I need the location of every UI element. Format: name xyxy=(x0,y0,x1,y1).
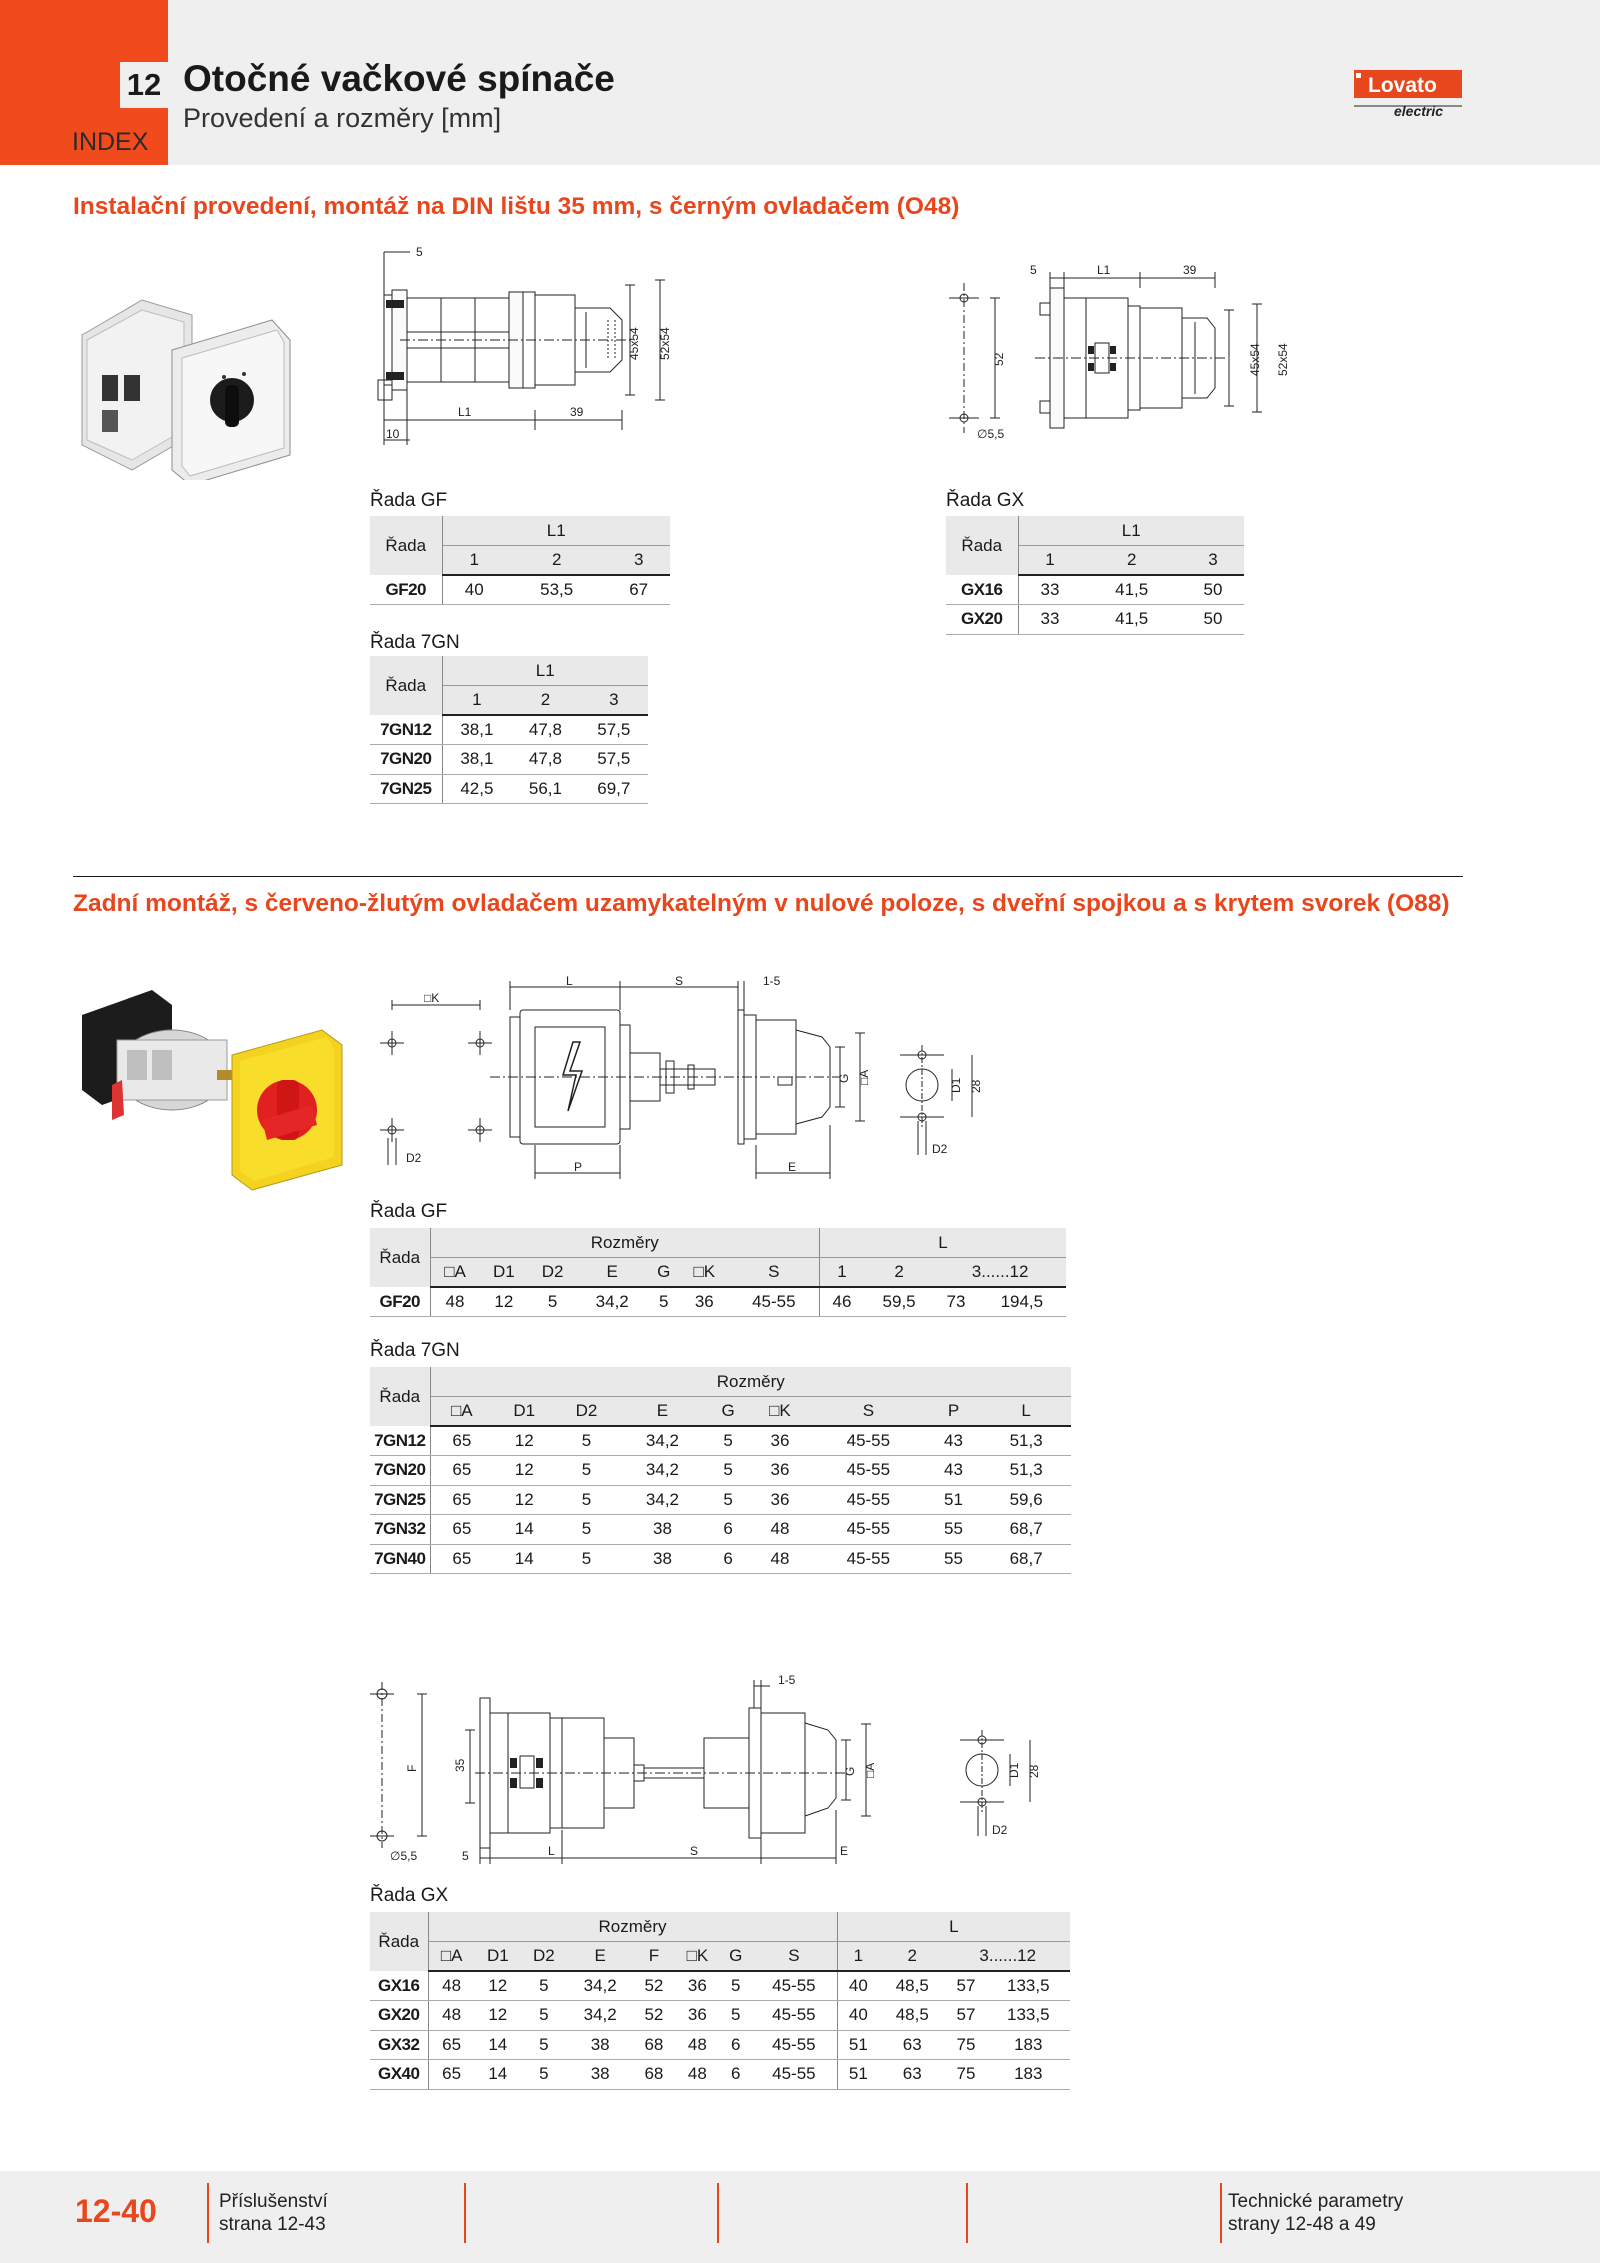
col-l: L xyxy=(981,1397,1071,1427)
cell: 33 xyxy=(1018,605,1081,635)
caption-gx-din: Řada GX xyxy=(946,490,1025,511)
cell: 45-55 xyxy=(811,1456,926,1486)
footer-separator xyxy=(207,2183,209,2243)
dim-g: G xyxy=(837,1073,851,1083)
cell: 42,5 xyxy=(442,774,511,804)
cell: 33 xyxy=(1018,575,1081,605)
table-row xyxy=(370,1485,1071,1515)
cell: 34,2 xyxy=(618,1456,708,1486)
cell: 194,5 xyxy=(978,1287,1066,1317)
col-3: 3 xyxy=(580,686,648,716)
row-name: 7GN25 xyxy=(370,774,442,804)
cell: 40 xyxy=(837,1971,879,2001)
col-g: G xyxy=(647,1258,680,1288)
lovato-logo xyxy=(1354,70,1462,116)
cell: 48 xyxy=(430,1287,479,1317)
cell: 45-55 xyxy=(811,1426,926,1456)
row-name: GF20 xyxy=(370,575,442,605)
cell: 68,7 xyxy=(981,1544,1071,1574)
cell: 183 xyxy=(987,2060,1070,2090)
group-l1: L1 xyxy=(442,656,648,686)
cell: 34,2 xyxy=(567,2001,633,2031)
cell: 45-55 xyxy=(751,1971,837,2001)
table-row xyxy=(370,1971,1070,2001)
dim-d2-right: D2 xyxy=(932,1142,948,1156)
caption-gx-rear: Řada GX xyxy=(370,1885,449,1906)
chapter-number[interactable]: 12 xyxy=(120,62,168,108)
cell: 36 xyxy=(674,1971,720,2001)
col-d1: D1 xyxy=(475,1942,521,1972)
col-1: 1 xyxy=(442,546,506,576)
col-rada: Řada xyxy=(946,516,1018,575)
cell: 133,5 xyxy=(987,2001,1070,2031)
cell: 51,3 xyxy=(981,1456,1071,1486)
table-row xyxy=(370,1456,1071,1486)
caption-gf-rear: Řada GF xyxy=(370,1201,448,1222)
table-gx-rear xyxy=(370,1912,1070,2090)
row-name: 7GN40 xyxy=(370,1544,430,1574)
dim-s: S xyxy=(675,975,684,988)
dim-l1: L1 xyxy=(458,405,472,419)
cell: 65 xyxy=(428,2060,475,2090)
cell: 48 xyxy=(674,2030,720,2060)
cell: 45-55 xyxy=(729,1287,820,1317)
footer-separator xyxy=(717,2183,719,2243)
cell: 45-55 xyxy=(751,2030,837,2060)
page-title: Otočné vačkové spínače xyxy=(183,58,615,99)
cell: 69,7 xyxy=(580,774,648,804)
caption-7gn-rear: Řada 7GN xyxy=(370,1340,460,1361)
cell: 34,2 xyxy=(577,1287,647,1317)
cell: 45-55 xyxy=(811,1515,926,1545)
col-rada: Řada xyxy=(370,1912,428,1971)
cell: 45-55 xyxy=(751,2001,837,2031)
table-row xyxy=(370,1515,1071,1545)
cell: 73 xyxy=(934,1287,977,1317)
cell: 6 xyxy=(707,1544,749,1574)
footer-link-technical[interactable] xyxy=(1228,2190,1403,2236)
group-l1: L1 xyxy=(442,516,670,546)
dim-39: 39 xyxy=(570,405,584,419)
gx-dim-d2: D2 xyxy=(992,1823,1008,1837)
col-l3-12: 3......12 xyxy=(934,1258,1066,1288)
cell: 6 xyxy=(720,2030,751,2060)
cell: 48 xyxy=(674,2060,720,2090)
cell: 59,6 xyxy=(981,1485,1071,1515)
cell: 38,1 xyxy=(442,745,511,775)
dim-5: 5 xyxy=(416,245,423,259)
cell: 183 xyxy=(987,2030,1070,2060)
cell: 5 xyxy=(707,1485,749,1515)
col-d1: D1 xyxy=(479,1258,528,1288)
cell: 48 xyxy=(428,2001,475,2031)
svg-text:Lovato: Lovato xyxy=(1368,74,1437,97)
gx-dim-l: L xyxy=(548,1844,555,1858)
cell: 12 xyxy=(493,1426,555,1456)
dim-e: E xyxy=(788,1160,797,1174)
dim-28: 28 xyxy=(969,1079,983,1093)
cell: 56,1 xyxy=(511,774,579,804)
cell: 5 xyxy=(707,1426,749,1456)
col-rada: Řada xyxy=(370,1367,430,1426)
dim-l: L xyxy=(566,975,573,988)
cell: 57 xyxy=(945,1971,986,2001)
col-3: 3 xyxy=(607,546,670,576)
gx-dim-hole: ∅5,5 xyxy=(390,1849,418,1863)
dim-k: □K xyxy=(424,991,440,1005)
col-e: E xyxy=(567,1942,633,1972)
gx-dim-d1: D1 xyxy=(1007,1762,1021,1778)
drawing-din-side-view xyxy=(370,240,700,450)
table-row xyxy=(370,1544,1071,1574)
cell: 41,5 xyxy=(1081,575,1181,605)
dim-1-5: 1-5 xyxy=(763,975,781,988)
dim-52x54: 52x54 xyxy=(658,327,672,360)
caption-7gn-din: Řada 7GN xyxy=(370,632,460,653)
cell: 5 xyxy=(647,1287,680,1317)
table-row xyxy=(370,575,670,605)
section-divider xyxy=(73,876,1463,877)
col-l1: 1 xyxy=(820,1258,864,1288)
cell: 68,7 xyxy=(981,1515,1071,1545)
footer-link-accessories-page[interactable]: strana 12-43 xyxy=(219,2214,326,2235)
cell: 14 xyxy=(493,1544,555,1574)
col-d1: D1 xyxy=(493,1397,555,1427)
cell: 45-55 xyxy=(751,2060,837,2090)
row-name: GX20 xyxy=(946,605,1018,635)
col-p: P xyxy=(926,1397,981,1427)
table-row xyxy=(370,2030,1070,2060)
gx-dim-52: 52 xyxy=(992,352,1006,366)
cell: 38 xyxy=(618,1515,708,1545)
cell: 48 xyxy=(749,1544,811,1574)
gx-dim-28: 28 xyxy=(1027,1764,1041,1778)
cell: 40 xyxy=(837,2001,879,2031)
col-e: E xyxy=(618,1397,708,1427)
cell: 48,5 xyxy=(879,2001,945,2031)
row-name: GF20 xyxy=(370,1287,430,1317)
page-number: 12-40 xyxy=(75,2193,157,2229)
col-s: S xyxy=(811,1397,926,1427)
col-a: □A xyxy=(428,1942,475,1972)
table-row xyxy=(370,1287,1066,1317)
footer-link-accessories[interactable] xyxy=(219,2190,328,2236)
cell: 63 xyxy=(879,2060,945,2090)
col-g: G xyxy=(720,1942,751,1972)
cell: 38 xyxy=(567,2060,633,2090)
cell: 52 xyxy=(633,2001,674,2031)
gx-dim-e: E xyxy=(840,1844,849,1858)
drawing-gx-side-view xyxy=(945,258,1305,448)
col-l1: 1 xyxy=(837,1942,879,1972)
cell: 5 xyxy=(528,1287,577,1317)
cell: 38 xyxy=(567,2030,633,2060)
gx-dim-5: 5 xyxy=(1030,263,1037,277)
row-name: GX40 xyxy=(370,2060,428,2090)
row-name: GX20 xyxy=(370,2001,428,2031)
gx-dim-l1: L1 xyxy=(1097,263,1111,277)
cell: 5 xyxy=(707,1456,749,1486)
col-f: F xyxy=(633,1942,674,1972)
cell: 5 xyxy=(720,2001,751,2031)
svg-text:electric: electric xyxy=(1394,103,1444,116)
cell: 34,2 xyxy=(567,1971,633,2001)
cell: 12 xyxy=(475,2001,521,2031)
col-k: □K xyxy=(680,1258,729,1288)
cell: 5 xyxy=(720,1971,751,2001)
gx-dim-39: 39 xyxy=(1183,263,1197,277)
cell: 12 xyxy=(493,1485,555,1515)
cell: 45-55 xyxy=(811,1485,926,1515)
cell: 51 xyxy=(837,2060,879,2090)
cell: 55 xyxy=(926,1544,981,1574)
footer-link-technical-page[interactable]: strany 12-48 a 49 xyxy=(1228,2214,1376,2235)
cell: 52 xyxy=(633,1971,674,2001)
cell: 65 xyxy=(428,2030,475,2060)
table-7gn-rear xyxy=(370,1367,1071,1574)
table-row xyxy=(946,605,1244,635)
table-row xyxy=(370,715,648,745)
cell: 5 xyxy=(521,2030,567,2060)
group-rozmery: Rozměry xyxy=(430,1367,1071,1397)
cell: 51,3 xyxy=(981,1426,1071,1456)
cell: 34,2 xyxy=(618,1485,708,1515)
section-title-din: Instalační provedení, montáž na DIN lištu 35 mm, s černým ovladačem (O48) xyxy=(73,193,960,220)
cell: 48 xyxy=(749,1515,811,1545)
col-k: □K xyxy=(674,1942,720,1972)
gx-dim-52x54: 52x54 xyxy=(1276,343,1290,376)
col-1: 1 xyxy=(1018,546,1081,576)
gx-dim-1-5: 1-5 xyxy=(778,1673,796,1687)
dim-a: □A xyxy=(857,1069,871,1085)
cell: 59,5 xyxy=(864,1287,934,1317)
cell: 50 xyxy=(1182,575,1244,605)
cell: 36 xyxy=(680,1287,729,1317)
table-row xyxy=(370,745,648,775)
drawing-rear-mount-gx xyxy=(370,1668,1070,1868)
footer-link-accessories-title[interactable]: Příslušenství xyxy=(219,2191,328,2212)
cell: 47,8 xyxy=(511,745,579,775)
col-2: 2 xyxy=(1081,546,1181,576)
cell: 41,5 xyxy=(1081,605,1181,635)
footer-separator xyxy=(464,2183,466,2243)
gx-dim-45x54: 45x54 xyxy=(1248,343,1262,376)
drawing-rear-mount-gf-7gn xyxy=(370,975,1030,1190)
col-d2: D2 xyxy=(555,1397,617,1427)
cell: 5 xyxy=(555,1426,617,1456)
cell: 14 xyxy=(475,2060,521,2090)
cell: 36 xyxy=(749,1426,811,1456)
table-gx-din xyxy=(946,516,1244,635)
gx-dim-5: 5 xyxy=(462,1849,469,1863)
cell: 46 xyxy=(820,1287,864,1317)
cell: 48,5 xyxy=(879,1971,945,2001)
cell: 68 xyxy=(633,2060,674,2090)
product-photo-red-yellow xyxy=(72,985,352,1195)
table-gf-din xyxy=(370,516,670,605)
cell: 51 xyxy=(926,1485,981,1515)
group-l1: L1 xyxy=(1018,516,1244,546)
dim-d1: D1 xyxy=(949,1077,963,1093)
gx-dim-f: F xyxy=(405,1764,419,1772)
cell: 12 xyxy=(493,1456,555,1486)
gx-dim-35: 35 xyxy=(453,1758,467,1772)
row-name: 7GN12 xyxy=(370,715,442,745)
cell: 53,5 xyxy=(506,575,607,605)
col-d2: D2 xyxy=(528,1258,577,1288)
cell: 34,2 xyxy=(618,1426,708,1456)
section-title-rear-mount: Zadní montáž, s červeno-žlutým ovladačem uzamykatelným v nulové poloze, s dveřní spojkou a s krytem svorek (O88) xyxy=(73,890,1450,917)
cell: 14 xyxy=(475,2030,521,2060)
row-name: GX16 xyxy=(946,575,1018,605)
cell: 14 xyxy=(493,1515,555,1545)
cell: 40 xyxy=(442,575,506,605)
cell: 38,1 xyxy=(442,715,511,745)
group-l: L xyxy=(837,1912,1070,1942)
cell: 51 xyxy=(837,2030,879,2060)
row-name: 7GN12 xyxy=(370,1426,430,1456)
dim-45x54: 45x54 xyxy=(627,327,641,360)
col-2: 2 xyxy=(511,686,579,716)
col-1: 1 xyxy=(442,686,511,716)
cell: 36 xyxy=(674,2001,720,2031)
cell: 45-55 xyxy=(811,1544,926,1574)
cell: 57 xyxy=(945,2001,986,2031)
cell: 5 xyxy=(555,1544,617,1574)
cell: 36 xyxy=(749,1485,811,1515)
cell: 65 xyxy=(430,1544,493,1574)
row-name: GX16 xyxy=(370,1971,428,2001)
footer-link-technical-title[interactable]: Technické parametry xyxy=(1228,2191,1404,2212)
col-s: S xyxy=(751,1942,837,1972)
col-l2: 2 xyxy=(879,1942,945,1972)
cell: 6 xyxy=(707,1515,749,1545)
cell: 65 xyxy=(430,1426,493,1456)
row-name: 7GN20 xyxy=(370,1456,430,1486)
dim-p: P xyxy=(574,1160,583,1174)
cell: 50 xyxy=(1182,605,1244,635)
col-e: E xyxy=(577,1258,647,1288)
row-name: 7GN25 xyxy=(370,1485,430,1515)
dim-10: 10 xyxy=(386,427,400,441)
cell: 65 xyxy=(430,1456,493,1486)
cell: 57,5 xyxy=(580,745,648,775)
table-row xyxy=(370,2001,1070,2031)
caption-gf-din: Řada GF xyxy=(370,490,448,511)
index-link[interactable]: INDEX xyxy=(72,128,149,156)
cell: 43 xyxy=(926,1456,981,1486)
cell: 63 xyxy=(879,2030,945,2060)
page-subtitle: Provedení a rozměry [mm] xyxy=(183,103,502,133)
cell: 67 xyxy=(607,575,670,605)
col-rada: Řada xyxy=(370,516,442,575)
cell: 5 xyxy=(521,2001,567,2031)
cell: 48 xyxy=(428,1971,475,2001)
footer-separator xyxy=(1220,2183,1222,2243)
gx-dim-g: G xyxy=(843,1766,857,1776)
cell: 5 xyxy=(555,1485,617,1515)
cell: 65 xyxy=(430,1515,493,1545)
group-l: L xyxy=(820,1228,1066,1258)
table-row xyxy=(370,2060,1070,2090)
cell: 5 xyxy=(555,1515,617,1545)
table-row xyxy=(370,774,648,804)
col-a: □A xyxy=(430,1397,493,1427)
group-rozmery: Rozměry xyxy=(428,1912,837,1942)
cell: 36 xyxy=(749,1456,811,1486)
dim-d2: D2 xyxy=(406,1151,422,1165)
col-d2: D2 xyxy=(521,1942,567,1972)
cell: 43 xyxy=(926,1426,981,1456)
footer-separator xyxy=(966,2183,968,2243)
cell: 38 xyxy=(618,1544,708,1574)
cell: 55 xyxy=(926,1515,981,1545)
row-name: 7GN32 xyxy=(370,1515,430,1545)
col-rada: Řada xyxy=(370,1228,430,1287)
product-photo-din xyxy=(72,280,302,480)
cell: 75 xyxy=(945,2060,986,2090)
cell: 68 xyxy=(633,2030,674,2060)
cell: 75 xyxy=(945,2030,986,2060)
row-name: GX32 xyxy=(370,2030,428,2060)
col-l3-12: 3......12 xyxy=(945,1942,1070,1972)
col-g: G xyxy=(707,1397,749,1427)
col-2: 2 xyxy=(506,546,607,576)
col-l2: 2 xyxy=(864,1258,934,1288)
cell: 12 xyxy=(479,1287,528,1317)
gx-dim-s: S xyxy=(690,1844,699,1858)
cell: 5 xyxy=(555,1456,617,1486)
cell: 5 xyxy=(521,2060,567,2090)
cell: 65 xyxy=(430,1485,493,1515)
col-s: S xyxy=(729,1258,820,1288)
gx-dim-a: □A xyxy=(863,1762,877,1778)
group-rozmery: Rozměry xyxy=(430,1228,820,1258)
cell: 12 xyxy=(475,1971,521,2001)
table-7gn-din xyxy=(370,656,648,804)
col-rada: Řada xyxy=(370,656,442,715)
table-row xyxy=(946,575,1244,605)
col-a: □A xyxy=(430,1258,479,1288)
cell: 6 xyxy=(720,2060,751,2090)
table-row xyxy=(370,1426,1071,1456)
col-3: 3 xyxy=(1182,546,1244,576)
col-k: □K xyxy=(749,1397,811,1427)
cell: 57,5 xyxy=(580,715,648,745)
cell: 133,5 xyxy=(987,1971,1070,2001)
cell: 5 xyxy=(521,1971,567,2001)
gx-dim-hole: ∅5,5 xyxy=(977,427,1005,441)
cell: 47,8 xyxy=(511,715,579,745)
row-name: 7GN20 xyxy=(370,745,442,775)
table-gf-rear xyxy=(370,1228,1066,1317)
